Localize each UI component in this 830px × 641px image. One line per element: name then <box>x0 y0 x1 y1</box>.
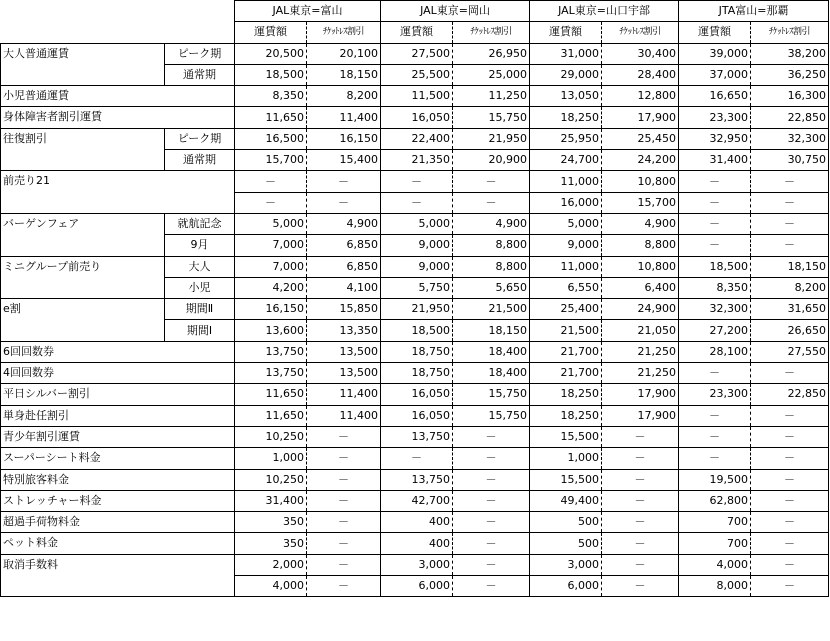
fare-amount-cell: 8,350 <box>235 86 307 107</box>
ticketless-amount-cell: 6,850 <box>307 235 381 256</box>
fare-amount-cell: 24,700 <box>530 150 602 171</box>
ticketless-amount-cell: － <box>602 469 679 490</box>
ticketless-amount-cell: 21,250 <box>602 341 679 362</box>
fare-amount-cell: 7,000 <box>235 256 307 277</box>
fare-amount-cell: － <box>235 171 307 192</box>
ticketless-amount-cell: 5,650 <box>453 277 530 298</box>
fare-amount-cell: 5,000 <box>530 213 602 234</box>
fare-amount-cell: 62,800 <box>679 490 751 511</box>
fare-amount-cell: 11,000 <box>530 171 602 192</box>
fare-amount-cell: － <box>235 192 307 213</box>
fare-row <box>1 448 829 469</box>
fare-type-label: 大人普通運賃 <box>1 43 165 86</box>
fare-amount-cell: 400 <box>381 512 453 533</box>
fare-type-label: 小児普通運賃 <box>1 86 235 107</box>
fare-amount-cell: 9,000 <box>381 256 453 277</box>
fare-amount-cell: 31,000 <box>530 43 602 64</box>
fare-amount-cell: 13,600 <box>235 320 307 341</box>
fare-amount-cell: － <box>381 192 453 213</box>
fare-amount-cell: 16,050 <box>381 384 453 405</box>
ticketless-amount-cell: － <box>602 426 679 447</box>
fare-row <box>1 128 829 149</box>
ticketless-amount-cell: 17,900 <box>602 405 679 426</box>
fare-row <box>1 363 829 384</box>
ticketless-amount-cell: － <box>453 512 530 533</box>
fare-row <box>1 405 829 426</box>
fare-row <box>1 299 829 320</box>
ticketless-amount-cell: － <box>602 554 679 575</box>
ticketless-amount-cell: 6,850 <box>307 256 381 277</box>
fare-row <box>1 512 829 533</box>
fare-amount-cell: 11,650 <box>235 384 307 405</box>
ticketless-amount-cell: 25,450 <box>602 128 679 149</box>
ticketless-amount-cell: 38,200 <box>751 43 829 64</box>
fare-amount-cell: 13,750 <box>235 341 307 362</box>
fare-amount-cell: － <box>381 448 453 469</box>
fare-amount-cell: 31,400 <box>679 150 751 171</box>
fare-amount-cell: 500 <box>530 533 602 554</box>
ticketless-amount-cell: － <box>453 426 530 447</box>
fare-amount-cell: 21,700 <box>530 363 602 384</box>
ticketless-amount-cell: 17,900 <box>602 107 679 128</box>
ticketless-amount-cell: － <box>751 235 829 256</box>
fare-amount-cell: 13,750 <box>381 426 453 447</box>
fare-row <box>1 341 829 362</box>
fare-amount-cell: 18,250 <box>530 405 602 426</box>
fare-amount-cell: 22,400 <box>381 128 453 149</box>
fare-amount-cell: 29,000 <box>530 64 602 85</box>
fare-amount-cell: 19,500 <box>679 469 751 490</box>
fare-amount-cell: 31,400 <box>235 490 307 511</box>
ticketless-amount-cell: 11,250 <box>453 86 530 107</box>
ticketless-amount-cell: － <box>453 192 530 213</box>
ticketless-amount-cell: 24,900 <box>602 299 679 320</box>
fare-amount-cell: 16,500 <box>235 128 307 149</box>
period-label: 通常期 <box>165 150 235 171</box>
ticketless-amount-cell: 21,950 <box>453 128 530 149</box>
period-label: ピーク期 <box>165 128 235 149</box>
fare-amount-cell: － <box>679 235 751 256</box>
fare-column-header: 運賃額 <box>530 22 602 43</box>
ticketless-amount-cell: － <box>453 490 530 511</box>
ticketless-column-header: ﾁｹｯﾄﾚｽ割引 <box>751 22 829 43</box>
ticketless-amount-cell: 11,400 <box>307 405 381 426</box>
ticketless-amount-cell: 20,900 <box>453 150 530 171</box>
fare-amount-cell: 28,100 <box>679 341 751 362</box>
ticketless-amount-cell: 32,300 <box>751 128 829 149</box>
ticketless-amount-cell: 36,250 <box>751 64 829 85</box>
fare-column-header: 運賃額 <box>381 22 453 43</box>
ticketless-amount-cell: 10,800 <box>602 256 679 277</box>
fare-amount-cell: 11,000 <box>530 256 602 277</box>
ticketless-amount-cell: 31,650 <box>751 299 829 320</box>
ticketless-amount-cell: － <box>602 512 679 533</box>
ticketless-amount-cell: 30,400 <box>602 43 679 64</box>
fare-amount-cell: 18,750 <box>381 341 453 362</box>
ticketless-amount-cell: 26,650 <box>751 320 829 341</box>
ticketless-amount-cell: 16,300 <box>751 86 829 107</box>
ticketless-amount-cell: 22,850 <box>751 107 829 128</box>
fare-amount-cell: 16,150 <box>235 299 307 320</box>
fare-amount-cell: 5,750 <box>381 277 453 298</box>
fare-amount-cell: 32,300 <box>679 299 751 320</box>
fare-amount-cell: 5,000 <box>235 213 307 234</box>
ticketless-amount-cell: － <box>751 363 829 384</box>
ticketless-amount-cell: 24,200 <box>602 150 679 171</box>
fare-amount-cell: 9,000 <box>530 235 602 256</box>
ticketless-amount-cell: 8,800 <box>602 235 679 256</box>
fare-type-label: 平日シルバー割引 <box>1 384 235 405</box>
fare-amount-cell: 18,500 <box>235 64 307 85</box>
fare-row <box>1 107 829 128</box>
fare-amount-cell: 350 <box>235 512 307 533</box>
fare-amount-cell: 4,200 <box>235 277 307 298</box>
fare-type-label: 身体障害者割引運賃 <box>1 107 235 128</box>
ticketless-amount-cell: 11,400 <box>307 384 381 405</box>
fare-row <box>1 256 829 277</box>
fare-amount-cell: － <box>679 363 751 384</box>
ticketless-amount-cell: － <box>751 512 829 533</box>
ticketless-amount-cell: － <box>751 533 829 554</box>
fare-amount-cell: － <box>679 426 751 447</box>
fare-amount-cell: 27,200 <box>679 320 751 341</box>
fare-type-label: 超過手荷物料金 <box>1 512 235 533</box>
ticketless-amount-cell: 15,750 <box>453 405 530 426</box>
fare-amount-cell: 350 <box>235 533 307 554</box>
fare-table-body <box>1 1 829 597</box>
ticketless-amount-cell: 11,400 <box>307 107 381 128</box>
fare-type-label: 往復割引 <box>1 128 165 171</box>
fare-amount-cell: 11,650 <box>235 107 307 128</box>
ticketless-amount-cell: － <box>751 490 829 511</box>
fare-amount-cell: 6,000 <box>381 576 453 597</box>
fare-amount-cell: 18,250 <box>530 384 602 405</box>
ticketless-amount-cell: 18,150 <box>307 64 381 85</box>
ticketless-amount-cell: － <box>751 448 829 469</box>
ticketless-amount-cell: － <box>453 576 530 597</box>
fare-type-label: e割 <box>1 299 165 342</box>
fare-amount-cell: 20,500 <box>235 43 307 64</box>
ticketless-amount-cell: 27,550 <box>751 341 829 362</box>
fare-amount-cell: － <box>679 405 751 426</box>
fare-type-label: スーパーシート料金 <box>1 448 235 469</box>
ticketless-amount-cell: 20,100 <box>307 43 381 64</box>
ticketless-amount-cell: － <box>453 554 530 575</box>
fare-amount-cell: 15,500 <box>530 426 602 447</box>
ticketless-amount-cell: － <box>602 533 679 554</box>
fare-type-label: 4回回数券 <box>1 363 235 384</box>
ticketless-amount-cell: 15,400 <box>307 150 381 171</box>
ticketless-amount-cell: － <box>602 490 679 511</box>
fare-amount-cell: 18,250 <box>530 107 602 128</box>
ticketless-column-header: ﾁｹｯﾄﾚｽ割引 <box>602 22 679 43</box>
ticketless-amount-cell: 16,150 <box>307 128 381 149</box>
route-header: JAL東京=岡山 <box>381 1 530 22</box>
fare-row <box>1 43 829 64</box>
fare-amount-cell: 18,750 <box>381 363 453 384</box>
fare-amount-cell: 25,950 <box>530 128 602 149</box>
fare-amount-cell: 13,750 <box>235 363 307 384</box>
ticketless-amount-cell: 15,750 <box>453 107 530 128</box>
fare-row <box>1 533 829 554</box>
fare-amount-cell: 3,000 <box>381 554 453 575</box>
ticketless-amount-cell: 8,200 <box>307 86 381 107</box>
fare-amount-cell: 16,050 <box>381 405 453 426</box>
ticketless-amount-cell: － <box>307 554 381 575</box>
fare-type-label: ミニグループ前売り <box>1 256 165 299</box>
ticketless-amount-cell: － <box>453 448 530 469</box>
ticketless-amount-cell: 8,800 <box>453 256 530 277</box>
ticketless-column-header: ﾁｹｯﾄﾚｽ割引 <box>453 22 530 43</box>
ticketless-amount-cell: － <box>307 512 381 533</box>
ticketless-amount-cell: 6,400 <box>602 277 679 298</box>
fare-amount-cell: 16,050 <box>381 107 453 128</box>
ticketless-amount-cell: 13,500 <box>307 341 381 362</box>
fare-column-header: 運賃額 <box>235 22 307 43</box>
fare-amount-cell: － <box>679 448 751 469</box>
ticketless-amount-cell: － <box>751 554 829 575</box>
ticketless-amount-cell: 8,200 <box>751 277 829 298</box>
ticketless-amount-cell: 15,850 <box>307 299 381 320</box>
ticketless-amount-cell: － <box>602 576 679 597</box>
ticketless-amount-cell: － <box>307 171 381 192</box>
period-label: 通常期 <box>165 64 235 85</box>
fare-type-label: 前売り21 <box>1 171 235 214</box>
ticketless-amount-cell: － <box>453 533 530 554</box>
fare-amount-cell: 2,000 <box>235 554 307 575</box>
ticketless-amount-cell: 22,850 <box>751 384 829 405</box>
fare-amount-cell: 8,000 <box>679 576 751 597</box>
fare-row <box>1 490 829 511</box>
fare-amount-cell: 21,700 <box>530 341 602 362</box>
fare-amount-cell: 23,300 <box>679 384 751 405</box>
ticketless-amount-cell: － <box>751 192 829 213</box>
fare-row <box>1 213 829 234</box>
route-header-row <box>1 1 829 22</box>
ticketless-amount-cell: － <box>751 171 829 192</box>
route-header: JTA富山=那覇 <box>679 1 829 22</box>
route-header: JAL東京=富山 <box>235 1 381 22</box>
ticketless-amount-cell: － <box>751 405 829 426</box>
fare-amount-cell: 21,500 <box>530 320 602 341</box>
fare-row <box>1 86 829 107</box>
ticketless-amount-cell: 18,150 <box>751 256 829 277</box>
fare-amount-cell: 6,000 <box>530 576 602 597</box>
fare-amount-cell: － <box>381 171 453 192</box>
fare-type-label: 特別旅客料金 <box>1 469 235 490</box>
period-label: ピーク期 <box>165 43 235 64</box>
ticketless-amount-cell: 15,700 <box>602 192 679 213</box>
fare-amount-cell: － <box>679 192 751 213</box>
fare-amount-cell: 11,500 <box>381 86 453 107</box>
period-label: 9月 <box>165 235 235 256</box>
ticketless-amount-cell: 21,050 <box>602 320 679 341</box>
fare-amount-cell: 13,050 <box>530 86 602 107</box>
ticketless-amount-cell: 17,900 <box>602 384 679 405</box>
fare-amount-cell: 10,250 <box>235 469 307 490</box>
ticketless-amount-cell: － <box>307 533 381 554</box>
fare-row <box>1 426 829 447</box>
fare-amount-cell: 32,950 <box>679 128 751 149</box>
ticketless-amount-cell: － <box>307 576 381 597</box>
ticketless-amount-cell: － <box>751 469 829 490</box>
fare-amount-cell: 16,000 <box>530 192 602 213</box>
ticketless-amount-cell: － <box>751 213 829 234</box>
ticketless-amount-cell: 4,900 <box>307 213 381 234</box>
ticketless-column-header: ﾁｹｯﾄﾚｽ割引 <box>307 22 381 43</box>
fare-column-header: 運賃額 <box>679 22 751 43</box>
fare-amount-cell: 13,750 <box>381 469 453 490</box>
fare-amount-cell: 6,550 <box>530 277 602 298</box>
ticketless-amount-cell: 21,500 <box>453 299 530 320</box>
fare-amount-cell: 42,700 <box>381 490 453 511</box>
fare-type-label: 6回回数券 <box>1 341 235 362</box>
fare-amount-cell: 49,400 <box>530 490 602 511</box>
route-header: JAL東京=山口宇部 <box>530 1 679 22</box>
fare-amount-cell: 1,000 <box>235 448 307 469</box>
fare-amount-cell: 16,650 <box>679 86 751 107</box>
fare-amount-cell: 25,500 <box>381 64 453 85</box>
period-label: 期間Ⅰ <box>165 320 235 341</box>
ticketless-amount-cell: 26,950 <box>453 43 530 64</box>
ticketless-amount-cell: － <box>307 192 381 213</box>
ticketless-amount-cell: 13,350 <box>307 320 381 341</box>
period-label: 就航記念 <box>165 213 235 234</box>
ticketless-amount-cell: － <box>307 469 381 490</box>
ticketless-amount-cell: 30,750 <box>751 150 829 171</box>
fare-row <box>1 554 829 575</box>
fare-amount-cell: 18,500 <box>381 320 453 341</box>
ticketless-amount-cell: 18,400 <box>453 341 530 362</box>
fare-type-label: ペット料金 <box>1 533 235 554</box>
fare-amount-cell: 3,000 <box>530 554 602 575</box>
fare-type-label: 取消手数料 <box>1 554 235 597</box>
fare-amount-cell: 7,000 <box>235 235 307 256</box>
corner-cell <box>1 1 235 44</box>
ticketless-amount-cell: － <box>453 469 530 490</box>
ticketless-amount-cell: 8,800 <box>453 235 530 256</box>
fare-amount-cell: 15,700 <box>235 150 307 171</box>
fare-amount-cell: 4,000 <box>679 554 751 575</box>
fare-amount-cell: － <box>679 213 751 234</box>
ticketless-amount-cell: 4,900 <box>453 213 530 234</box>
fare-type-label: ストレッチャー料金 <box>1 490 235 511</box>
fare-amount-cell: 15,500 <box>530 469 602 490</box>
fare-type-label: バーゲンフェア <box>1 213 165 256</box>
ticketless-amount-cell: 21,250 <box>602 363 679 384</box>
ticketless-amount-cell: 13,500 <box>307 363 381 384</box>
ticketless-amount-cell: － <box>751 576 829 597</box>
fare-amount-cell: 5,000 <box>381 213 453 234</box>
fare-amount-cell: 23,300 <box>679 107 751 128</box>
ticketless-amount-cell: 15,750 <box>453 384 530 405</box>
fare-amount-cell: 25,400 <box>530 299 602 320</box>
fare-amount-cell: 39,000 <box>679 43 751 64</box>
ticketless-amount-cell: － <box>307 448 381 469</box>
ticketless-amount-cell: － <box>307 490 381 511</box>
ticketless-amount-cell: 12,800 <box>602 86 679 107</box>
fare-amount-cell: 18,500 <box>679 256 751 277</box>
fare-type-label: 青少年割引運賃 <box>1 426 235 447</box>
fare-amount-cell: 21,350 <box>381 150 453 171</box>
fare-amount-cell: 8,350 <box>679 277 751 298</box>
fare-amount-cell: 27,500 <box>381 43 453 64</box>
fare-amount-cell: 1,000 <box>530 448 602 469</box>
ticketless-amount-cell: 28,400 <box>602 64 679 85</box>
fare-amount-cell: 10,250 <box>235 426 307 447</box>
ticketless-amount-cell: － <box>307 426 381 447</box>
fare-amount-cell: 700 <box>679 533 751 554</box>
fare-amount-cell: 400 <box>381 533 453 554</box>
fare-amount-cell: 4,000 <box>235 576 307 597</box>
period-label: 大人 <box>165 256 235 277</box>
period-label: 期間Ⅱ <box>165 299 235 320</box>
fare-amount-cell: 500 <box>530 512 602 533</box>
ticketless-amount-cell: － <box>602 448 679 469</box>
fare-amount-cell: 37,000 <box>679 64 751 85</box>
ticketless-amount-cell: － <box>453 171 530 192</box>
fare-type-label: 単身赴任割引 <box>1 405 235 426</box>
ticketless-amount-cell: 4,900 <box>602 213 679 234</box>
fare-amount-cell: 9,000 <box>381 235 453 256</box>
period-label: 小児 <box>165 277 235 298</box>
ticketless-amount-cell: 4,100 <box>307 277 381 298</box>
fare-amount-cell: 21,950 <box>381 299 453 320</box>
ticketless-amount-cell: 10,800 <box>602 171 679 192</box>
fare-row <box>1 469 829 490</box>
ticketless-amount-cell: － <box>751 426 829 447</box>
fare-row <box>1 384 829 405</box>
ticketless-amount-cell: 18,150 <box>453 320 530 341</box>
fare-amount-cell: － <box>679 171 751 192</box>
fare-amount-cell: 11,650 <box>235 405 307 426</box>
fare-amount-cell: 700 <box>679 512 751 533</box>
ticketless-amount-cell: 25,000 <box>453 64 530 85</box>
ticketless-amount-cell: 18,400 <box>453 363 530 384</box>
fare-row <box>1 171 829 192</box>
